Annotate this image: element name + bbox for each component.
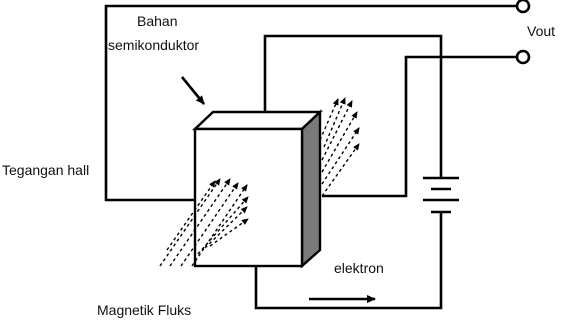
label-magnetic-flux: Magnetik Fluks	[97, 302, 192, 318]
semiconductor-block	[195, 112, 320, 266]
label-material-line1: Bahan	[137, 13, 178, 29]
vout-terminal-top	[517, 0, 529, 12]
pointer-arrow	[182, 77, 204, 104]
label-material-line2: semikonduktor	[108, 37, 200, 53]
battery-icon	[423, 178, 459, 212]
hall-wire-right	[322, 57, 516, 196]
label-vout: Vout	[527, 23, 556, 39]
vout-terminal-bottom	[517, 51, 529, 63]
label-electron: elektron	[334, 260, 384, 276]
magnetic-flux-lines-back	[320, 98, 359, 196]
label-hall-voltage: Tegangan hall	[2, 162, 90, 178]
